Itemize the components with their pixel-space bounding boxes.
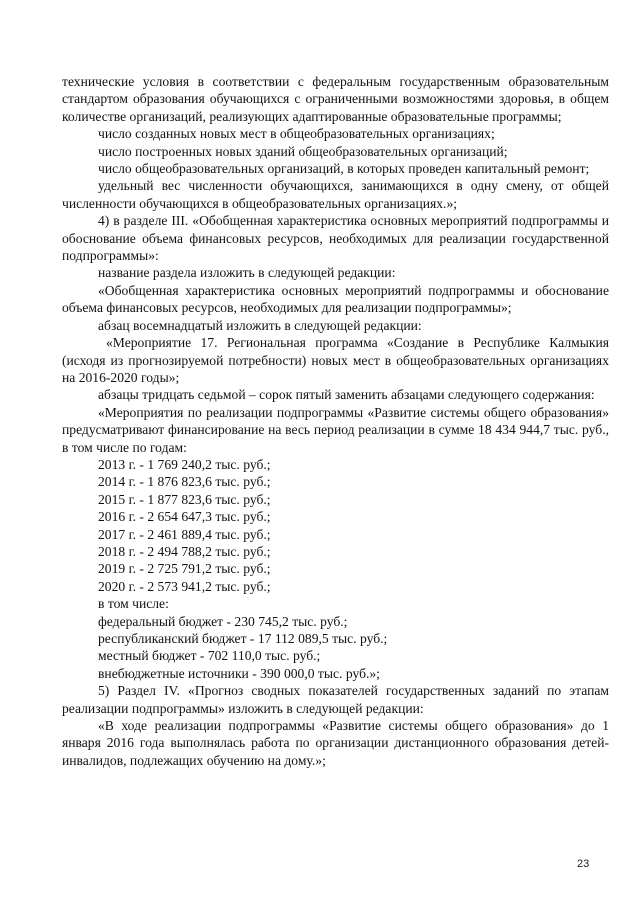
year-line-2018: 2018 г. - 2 494 788,2 тыс. руб.; — [98, 543, 271, 559]
paragraph-conditions: технические условия в соответствии с федеральным государственным образовательным стандартом образования обучающихся с ограниченными возможностями здоровья, в общем количестве организаций, реализующих адаптированные образовательные программы; — [62, 74, 609, 124]
year-line-2015: 2015 г. - 1 877 823,6 тыс. руб.; — [98, 491, 271, 507]
paragraph-new-buildings: число построенных новых зданий общеобразовательных организаций; — [98, 143, 508, 159]
paragraph-replace: абзацы тридцать седьмой – сорок пятый заменить абзацами следующего содержания: — [98, 387, 595, 403]
year-line-2019: 2019 г. - 2 725 791,2 тыс. руб.; — [98, 561, 271, 577]
budget-offbudget: внебюджетные источники - 390 000,0 тыс. руб.»; — [98, 665, 380, 681]
budget-intro: в том числе: — [98, 596, 169, 612]
year-line-2020: 2020 г. - 2 573 941,2 тыс. руб.; — [98, 578, 271, 594]
paragraph-one-shift: удельный вес численности обучающихся, занимающихся в одну смену, от общей численности обучающихся в общеобразовательных организациях.»; — [62, 178, 609, 211]
paragraph-quote-title: «Обобщенная характеристика основных мероприятий подпрограммы и обоснование объема финансовых ресурсов, необходимых для реализации подпрограммы»; — [62, 282, 609, 316]
budget-federal: федеральный бюджет - 230 745,2 тыс. руб.; — [98, 613, 348, 629]
page-number: 23 — [577, 858, 590, 870]
paragraph-section-3: 4) в разделе III. «Обобщенная характеристика основных мероприятий подпрограммы и обоснование объема финансовых ресурсов, необходимых для реализации государственной подпрограммы»: — [62, 213, 609, 264]
year-line-2013: 2013 г. - 1 769 240,2 тыс. руб.; — [98, 456, 271, 472]
paragraph-eighteenth: абзац восемнадцатый изложить в следующей редакции: — [98, 317, 422, 333]
year-line-2014: 2014 г. - 1 876 823,6 тыс. руб.; — [98, 474, 271, 490]
paragraph-repair: число общеобразовательных организаций, в которых проведен капитальный ремонт; — [98, 161, 590, 177]
budget-republic: республиканский бюджет - 17 112 089,5 тыс. руб.; — [98, 631, 388, 646]
paragraph-distance-education: «В ходе реализации подпрограммы «Развитие системы общего образования» до 1 января 2016 года выполнялась работа по организации дистанционного образования детей-инвалидов, подлежащих обучению на дому.»; — [62, 718, 609, 768]
document-body — [62, 73, 609, 769]
year-line-2017: 2017 г. - 2 461 889,4 тыс. руб.; — [98, 526, 271, 542]
paragraph-measure-17: «Мероприятие 17. Региональная программа «Создание в Республике Калмыкия (исходя из прогнозируемой потребности) новых мест в общеобразовательных организациях на 2016-2020 годы»; — [62, 335, 609, 385]
year-line-2016: 2016 г. - 2 654 647,3 тыс. руб.; — [98, 509, 271, 525]
paragraph-section-4: 5) Раздел IV. «Прогноз сводных показателей государственных заданий по этапам реализации подпрограммы» изложить в следующей редакции: — [62, 683, 609, 716]
paragraph-financing: «Мероприятия по реализации подпрограммы «Развитие системы общего образования» предусматривают финансирование на весь период реализации в сумме 18 434 944,7 тыс. руб., в том числе по годам: — [62, 404, 609, 455]
budget-local: местный бюджет - 702 110,0 тыс. руб.; — [98, 648, 321, 664]
paragraph-section-title: название раздела изложить в следующей редакции: — [98, 265, 396, 281]
paragraph-new-places: число созданных новых мест в общеобразовательных организациях; — [98, 126, 495, 142]
